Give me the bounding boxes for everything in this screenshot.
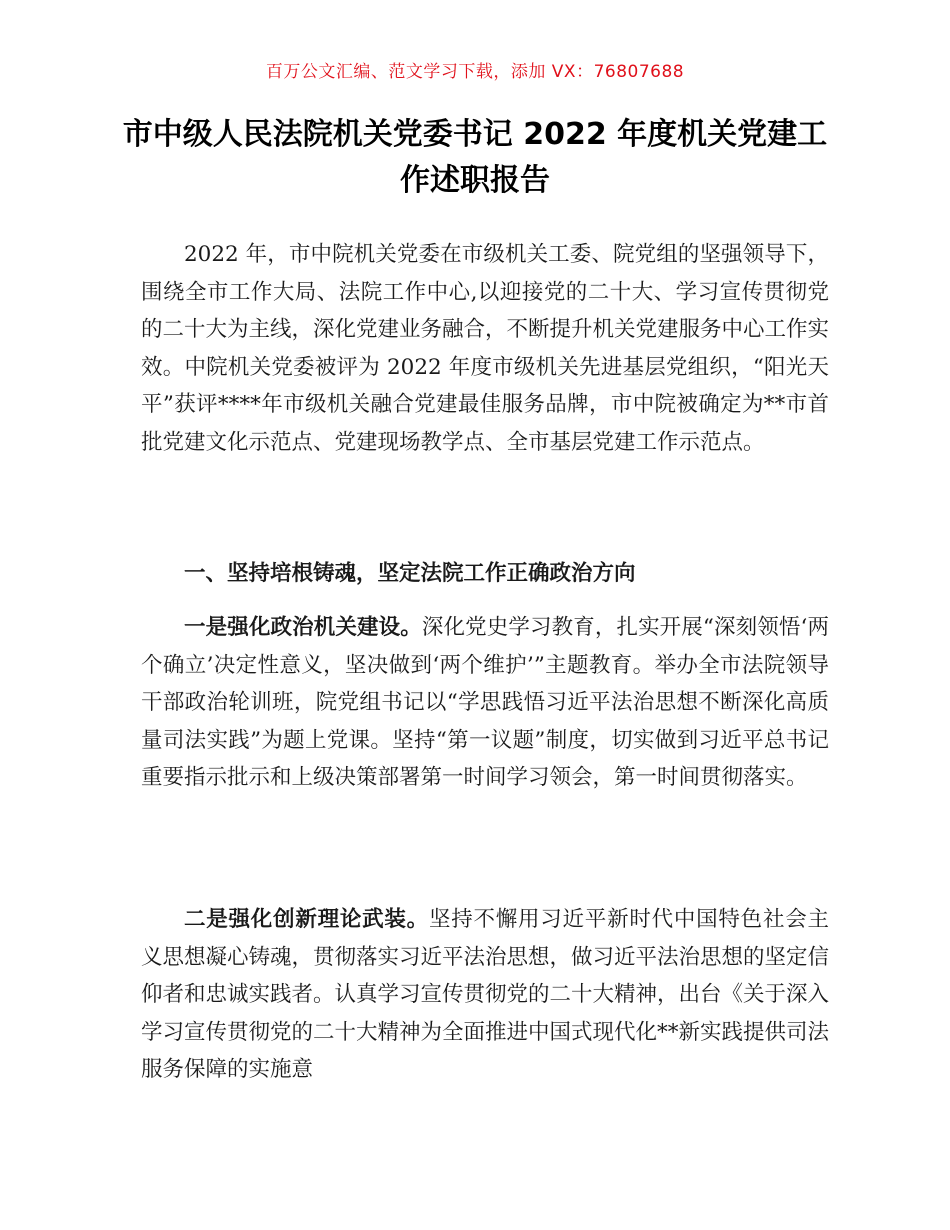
paragraph-item-1 — [141, 609, 829, 797]
section-heading-1: 一、坚持培根铸魂，坚定法院工作正确政治方向 — [184, 561, 636, 586]
item-2-lead: 二是强化创新理论武装。 — [184, 907, 429, 932]
intro-paragraph: 2022 年，市中院机关党委在市级机关工委、院党组的坚强领导下，围绕全市工作大局、法院工作中心,以迎接党的二十大、学习宣传贯彻党的二十大为主线，深化党建业务融合，不断提升机关党建服务中心工作实效。中院机关党委被评为 2022 年度市级机关先进基层党组织，“阳光天平”获评****年市级机关融合党建最佳服务品牌，市中院被确定为**市首批党建文化示范点、党建现场教学点、全市基层党建工作示范点。 — [141, 242, 830, 455]
item-2-text: 坚持不懈用习近平新时代中国特色社会主义思想凝心铸魂，贯彻落实习近平法治思想，做习近平法治思想的坚定信仰者和忠诚实践者。认真学习宣传贯彻党的二十大精神，出台《关于深入学习宣传贯彻党的二十大精神为全面推进中国式现代化**新实践提供司法服务保障的实施意 — [141, 907, 830, 1083]
item-1-text: 深化党史学习教育，扎实开展“深刻领悟‘两个确立’决定性意义，坚决做到‘两个维护’”主题教育。举办全市法院领导干部政治轮训班，院党组书记以“学思践悟习近平法治思想不断深化高质量司法实践”为题上党课。坚持“第一议题”制度，切实做到习近平总书记重要指示批示和上级决策部署第一时间学习领会，第一时间贯彻落实。 — [141, 615, 829, 791]
header-banner: 百万公文汇编、范文学习下载，添加 VX：76807688 — [265, 62, 685, 82]
document-title: 市中级人民法院机关党委书记 2022 年度机关党建工作述职报告 — [122, 117, 828, 198]
item-1-lead: 一是强化政治机关建设。 — [184, 615, 422, 640]
paragraph-item-2 — [141, 901, 829, 1089]
